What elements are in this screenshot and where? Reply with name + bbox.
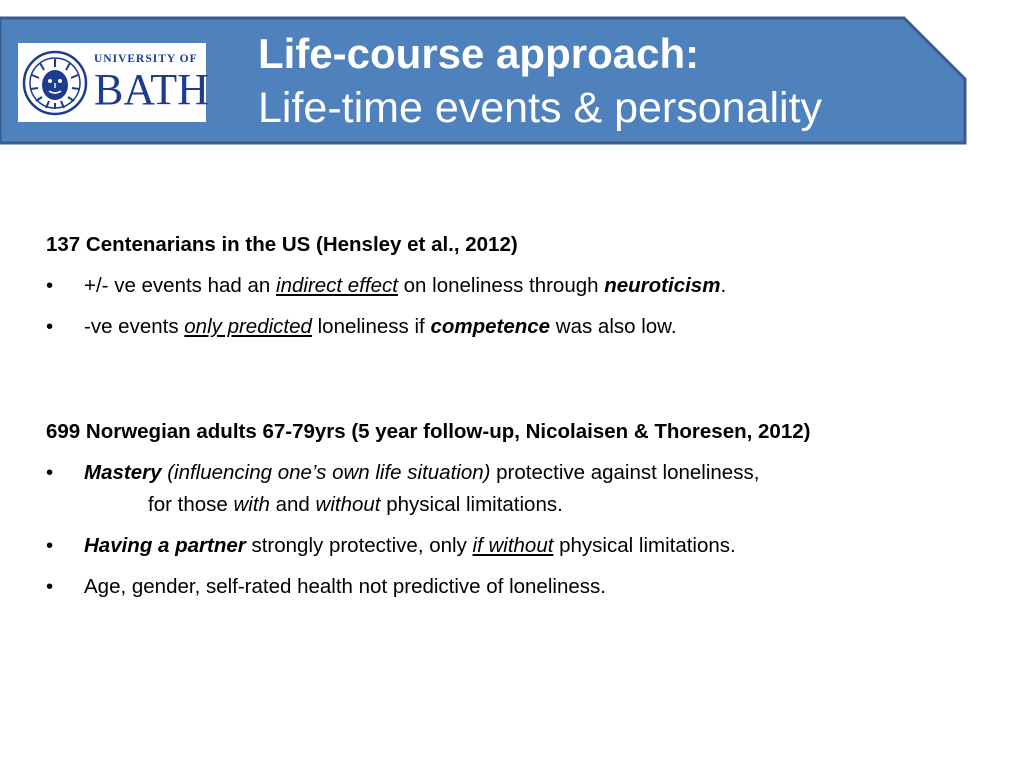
study1-bullet-2 bbox=[46, 312, 1006, 342]
slide-body bbox=[46, 230, 1006, 602]
study1-bullet-1 bbox=[46, 271, 1006, 301]
emphasis-without: without bbox=[315, 493, 381, 516]
bullet-dot: • bbox=[46, 534, 54, 557]
text-run: on loneliness through bbox=[397, 274, 605, 297]
text-run: Age, gender, self-rated health not predictive of loneliness. bbox=[84, 575, 606, 598]
emphasis-neuroticism: neuroticism bbox=[604, 274, 721, 297]
text-run: +/- ve events had an bbox=[84, 274, 277, 297]
bullet-dot: • bbox=[46, 274, 54, 297]
slide-subtitle: Life-time events & personality bbox=[258, 84, 823, 132]
bullet-dot: • bbox=[46, 575, 54, 598]
text-run: was also low. bbox=[550, 315, 677, 338]
text-run: -ve events bbox=[84, 315, 185, 338]
emphasis-competence: competence bbox=[430, 315, 551, 338]
text-run: for those bbox=[148, 493, 234, 516]
emphasis-only-predicted: only predicted bbox=[184, 315, 312, 338]
bath-seal-icon bbox=[22, 49, 88, 117]
text-run: physical limitations. bbox=[553, 534, 736, 557]
logo-wordmark bbox=[94, 53, 209, 112]
slide-title: Life-course approach: bbox=[258, 30, 700, 77]
study2-bullet-1 bbox=[46, 458, 1006, 520]
study2-bullet-3 bbox=[46, 572, 1006, 602]
emphasis-mastery: Mastery bbox=[84, 461, 162, 484]
bullet-dot: • bbox=[46, 461, 54, 484]
emphasis-indirect-effect: indirect effect bbox=[276, 274, 398, 297]
logo-bath: BATH bbox=[94, 65, 209, 114]
text-run: protective against loneliness, bbox=[490, 461, 760, 484]
spacer bbox=[46, 342, 1006, 417]
logo-university-of: UNIVERSITY OF bbox=[94, 53, 198, 65]
text-run: . bbox=[720, 274, 727, 297]
study2-heading: 699 Norwegian adults 67-79yrs (5 year follow-up, Nicolaisen & Thoresen, 2012) bbox=[46, 420, 811, 443]
bullet-continuation bbox=[84, 490, 1006, 520]
emphasis-with: with bbox=[233, 493, 270, 516]
study1-heading: 137 Centenarians in the US (Hensley et al., 2012) bbox=[46, 233, 518, 256]
study2-bullet-2 bbox=[46, 531, 1006, 561]
text-run: loneliness if bbox=[311, 315, 431, 338]
text-run: strongly protective, only bbox=[245, 534, 473, 557]
text-run: and bbox=[269, 493, 316, 516]
text-run-italic: (influencing one’s own life situation) bbox=[161, 461, 491, 484]
emphasis-having-a-partner: Having a partner bbox=[84, 534, 246, 557]
emphasis-if-without: if without bbox=[472, 534, 554, 557]
text-run: physical limitations. bbox=[380, 493, 563, 516]
university-logo bbox=[18, 43, 209, 122]
bullet-dot: • bbox=[46, 315, 54, 338]
